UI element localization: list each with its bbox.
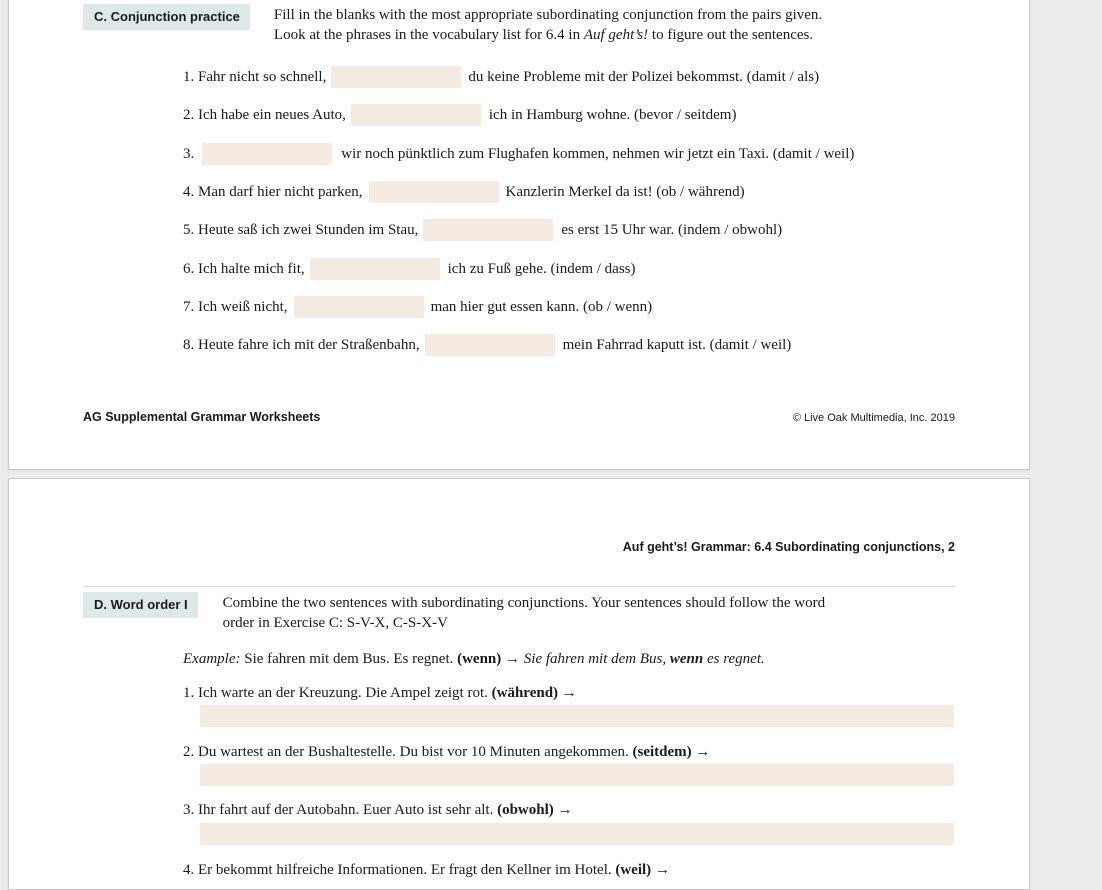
answer-blank-6[interactable]: [310, 258, 440, 280]
c-item-1: 1. Fahr nicht so schnell, du keine Probleme mit der Polizei bekommst. (damit / als): [183, 66, 819, 88]
answer-blank-8[interactable]: [425, 334, 555, 356]
worksheet-page-2: [8, 478, 1030, 890]
answer-blank-7[interactable]: [294, 296, 424, 318]
answer-field-1[interactable]: [200, 705, 954, 727]
c-item-3: 3. wir noch pünktlich zum Flughafen kommen, nehmen wir jetzt ein Taxi. (damit / weil): [183, 143, 854, 165]
example-sentence: Example: Sie fahren mit dem Bus. Es regnet. (wenn) → Sie fahren mit dem Bus, wenn es regnet.: [183, 651, 765, 667]
c-item-8: 8. Heute fahre ich mit der Straßenbahn, mein Fahrrad kaputt ist. (damit / weil): [183, 334, 791, 356]
answer-blank-1[interactable]: [331, 66, 461, 88]
c-item-2: 2. Ich habe ein neues Auto, ich in Hamburg wohne. (bevor / seitdem): [183, 104, 736, 126]
d-item-4: 4. Er bekommt hilfreiche Informationen. Er fragt den Kellner im Hotel. (weil) →: [183, 862, 670, 878]
instruction-line-2: Look at the phrases in the vocabulary list for 6.4 in Auf geht’s! to figure out the sentences.: [273, 27, 814, 43]
answer-blank-2[interactable]: [351, 104, 481, 126]
answer-field-2[interactable]: [200, 764, 954, 786]
c-item-6: 6. Ich halte mich fit, ich zu Fuß gehe. (indem / dass): [183, 258, 636, 280]
section-d-header: [83, 592, 825, 633]
answer-field-3[interactable]: [200, 823, 954, 845]
worksheet-page-1: [8, 0, 1030, 470]
section-c-instructions: [274, 5, 822, 45]
footer-title: AG Supplemental Grammar Worksheets: [83, 410, 321, 424]
d-item-3: 3. Ihr fahrt auf der Autobahn. Euer Auto ist sehr alt. (obwohl) →: [183, 802, 573, 818]
answer-blank-3[interactable]: [202, 143, 332, 165]
section-d-label: D. Word order I: [83, 592, 198, 618]
instruction-line-1: Fill in the blanks with the most appropriate subordinating conjunction from the pairs given.: [273, 7, 823, 23]
header-divider: [83, 586, 955, 587]
footer-copyright: © Live Oak Multimedia, Inc. 2019: [792, 412, 955, 424]
d-item-2: 2. Du wartest an der Bushaltestelle. Du bist vor 10 Minuten angekommen. (seitdem) →: [183, 744, 711, 760]
answer-blank-4[interactable]: [369, 181, 499, 203]
section-c-label: C. Conjunction practice: [83, 4, 250, 30]
section-c-header: [83, 4, 822, 45]
section-d-instructions: [223, 593, 825, 633]
answer-blank-5[interactable]: [423, 219, 553, 241]
c-item-4: 4. Man darf hier nicht parken, Kanzlerin Merkel da ist! (ob / während): [183, 181, 745, 203]
viewer-background: [1028, 0, 1102, 876]
d-item-1: 1. Ich warte an der Kreuzung. Die Ampel zeigt rot. (während) →: [183, 685, 577, 701]
c-item-7: 7. Ich weiß nicht, man hier gut essen kann. (ob / wenn): [183, 296, 652, 318]
c-item-5: 5. Heute saß ich zwei Stunden im Stau, es erst 15 Uhr war. (indem / obwohl): [183, 219, 782, 241]
page-header: Auf geht’s! Grammar: 6.4 Subordinating conjunctions, 2: [622, 540, 955, 554]
instruction-line-2: order in Exercise C: S-V-X, C-S-X-V: [222, 615, 448, 631]
instruction-line-1: Combine the two sentences with subordinating conjunctions. Your sentences should follow the word: [222, 595, 826, 611]
